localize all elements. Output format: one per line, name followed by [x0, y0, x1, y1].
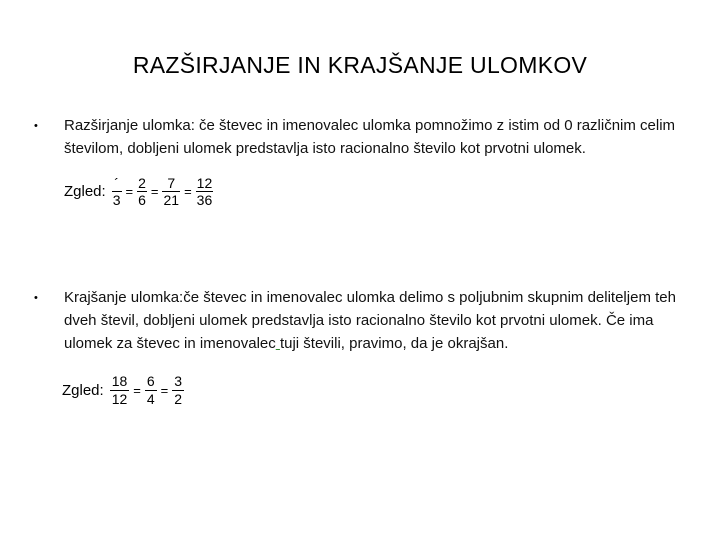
example-label: Zgled:: [64, 183, 106, 200]
fraction: [137, 176, 147, 207]
equals-sign: =: [184, 184, 192, 199]
denominator: 12: [111, 391, 128, 407]
fraction: [196, 176, 214, 207]
numerator: 7: [167, 175, 176, 191]
numerator: ´: [114, 175, 119, 191]
equals-sign: =: [125, 184, 134, 199]
numerator: 2: [138, 175, 146, 191]
numerator: 3: [174, 373, 183, 389]
bullet-1: •: [34, 120, 38, 132]
numerator: 12: [196, 175, 213, 191]
example-label: Zgled:: [62, 382, 104, 399]
reduction-text: Krajšanje ulomka:če števec in imenovalec ulomka delimo s poljubnim skupnim deliteljem teh dveh števil, dobljeni ulomek predstavlja isto racionalno število kot prvotni ulomek. Če ima ulomek za števec in imenovalec: [64, 289, 676, 352]
denominator: 6: [138, 192, 146, 208]
fraction: [112, 176, 122, 207]
fraction: [162, 176, 180, 207]
reduction-text-end: tuji števili, pravimo, da je okrajšan.: [279, 335, 509, 352]
bullet-2: •: [34, 292, 38, 304]
fraction: [172, 374, 184, 407]
equals-sign: =: [133, 383, 141, 398]
expansion-definition: Razširjanje ulomka: če števec in imenovalec ulomka pomnožimo z istim od 0 različnim celim številom, dobljeni ulomek predstavlja isto racionalno število kot prvotni ulomek.: [64, 117, 676, 157]
reduction-example: [62, 374, 186, 407]
denominator: 36: [196, 192, 213, 208]
fraction: [145, 374, 157, 407]
denominator: 3: [112, 192, 121, 208]
numerator: 18: [111, 373, 128, 389]
numerator: 6: [146, 373, 155, 389]
equals-sign: =: [160, 383, 169, 398]
equals-sign: =: [150, 184, 159, 199]
denominator: 4: [146, 391, 155, 407]
expansion-example: [64, 176, 215, 207]
reduction-definition: [64, 286, 700, 355]
slide-title: RAZŠIRJANJE IN KRAJŠANJE ULOMKOV: [132, 52, 588, 78]
denominator: 21: [163, 192, 180, 208]
fraction: [110, 374, 130, 407]
denominator: 2: [174, 391, 183, 407]
